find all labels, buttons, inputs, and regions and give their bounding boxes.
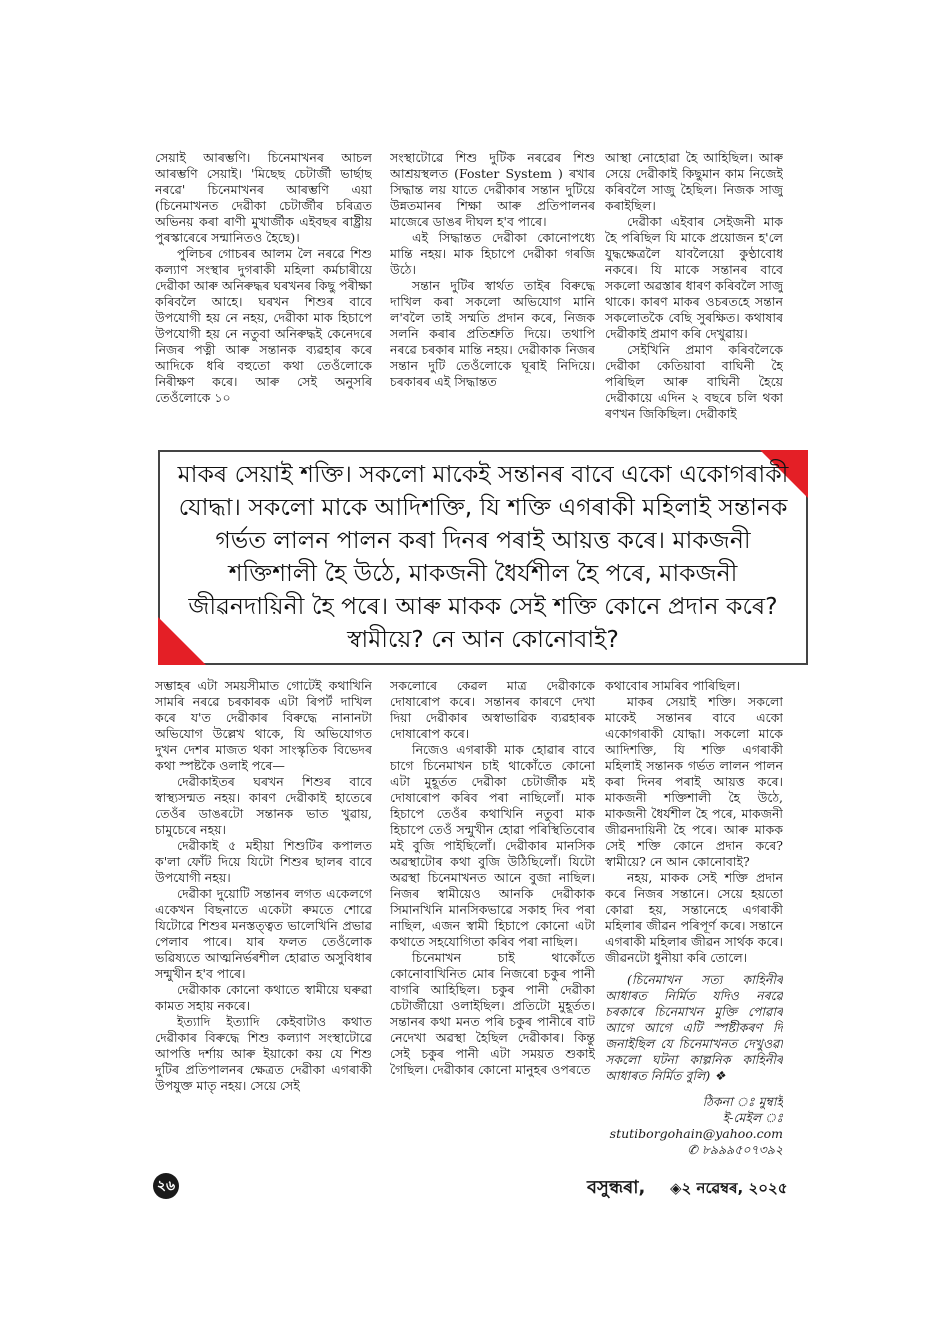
article-column-5 [390, 678, 595, 1178]
paragraph: দেৱীকাই ৫ মহীয়া শিশুটিৰ কপালত ক'লা ফোঁট দিয়ে যিটো শিশুৰ ছালৰ বাবে উপযোগী নহয়। [155, 838, 372, 885]
paragraph: নিজেও এগৰাকী মাক হোৱাৰ বাবে চাগে চিনেমাখন চাই থাকোঁতে কোনো এটা মুহূৰ্তত দেৱীকা চেটাৰ্জীক মই দোষাৰোপ কৰিব পৰা নাছিলোঁ। মাক হিচাপে তেওঁৰ কথাখিনি নতুবা মাক হিচাপে তেওঁ সন্মুখীন হোৱা পৰিস্থিতিবোৰ মই বুজি পাইছিলোঁ। দেৱীকাৰ মানসিক অৱস্থাটোৰ কথা বুজি উঠিছিলোঁ। যিটো অৱস্থা চিনেমাখনত আনে বুজা নাছিল। নিজৰ স্বামীয়েও আনকি দেৱীকাক সিমানখিনি মানসিকভাৱে সকাহ দিব পৰা নাছিল, এজন স্বামী হিচাপে কোনো এটা কথাতে সহযোগিতা কৰিব পৰা নাছিল। [390, 742, 595, 949]
paragraph: ইত্যাদি ইত্যাদি কেইবাটাও কথাত দেৱীকাৰ বিৰুদ্ধে শিশু কল্যাণ সংস্থাটোৱে আপত্তি দৰ্শায় আৰু ইয়াকো কয় যে শিশু দুটিৰ প্ৰতিপালনৰ ক্ষেত্ৰত দেৱীকা এগৰাকী উপযুক্ত মাতৃ নহয়। সেয়ে সেই [155, 1014, 372, 1093]
paragraph: সংস্থাটোৱে শিশু দুটিক নৰৱেৰ শিশু আশ্ৰয়স্থলত (Foster System ) ৰখাৰ সিদ্ধান্ত লয় যাতে দেৱীকাৰ সন্তান দুটিয়ে উন্নতমানৰ শিক্ষা আৰু প্ৰতিপালনৰ মাজেৰে ডাঙৰ দীঘল হ'ব পাৰে। [390, 150, 595, 229]
paragraph: কথাবোৰ সামৰিব পাৰিছিল। [605, 678, 741, 693]
paragraph: সেয়াই আৰম্ভণি। চিনেমাখনৰ আচল আৰম্ভণি সেয়াই। 'মিছেছ চেটাৰ্জী ভাৰ্ছাছ নৰৱে' চিনেমাখনৰ আৰম্ভণি এয়া (চিনেমাখনত দেৱীকা চেটাৰ্জীৰ চৰিত্ৰত অভিনয় কৰা ৰাণী মুখাৰ্জীক এইবছৰ ৰাষ্ট্ৰীয় পুৰস্কাৰেৰে সন্মানিতও হৈছে)। [155, 150, 372, 245]
paragraph: দেৱীকাক কোনো কথাতে স্বামীয়ে ঘৰুৱা কামত সহায় নকৰে। [155, 982, 372, 1013]
paragraph: সকলোৰে কেৱল মাত্ৰ দেৱীকাকে দোষাৰোপ কৰে। সন্তানৰ কাৰণে দেখা দিয়া দেৱীকাৰ অস্বাভাৱিক ব্যৱহাৰক দোষাৰোপ কৰে। [390, 678, 595, 741]
issue-date: ◈২ নৱেম্বৰ, ২০২৫ [670, 1179, 788, 1197]
article-column-6 [605, 678, 783, 1178]
author-address: ঠিকনা ঃ মুম্বাই [702, 1094, 783, 1109]
article-column-4 [155, 678, 372, 1178]
paragraph: দেৱীকা দুয়োটি সন্তানৰ লগত একেলগে একেখন বিছনাতে একেটা ৰুমতে শোৱে যিটোৱে শিশুৰ মনস্তত্ত্বত ভালেখিনি প্ৰভাৱ পেলাব পাৰে। যাৰ ফলত তেওঁলোক ভৱিষ্যতে আত্মনিৰ্ভৰশীল হোৱাত অসুবিধাৰ সন্মুখীন হ'ব পাৰে। [155, 886, 372, 981]
pull-quote-box [158, 450, 808, 665]
paragraph: সম্ভাহৰ এটা সময়সীমাত গোটেই কথাখিনি সামৰি নৰৱে চৰকাৰক এটা ৰিপৰ্ট দাখিল কৰে য'ত দেৱীকাৰ বিৰুদ্ধে নানানটা অভিযোগ উল্লেখ থাকে, যি অভিযোগত দুখন দেশৰ মাজত থকা সাংস্কৃতিক বিভেদৰ কথা স্পষ্টকৈ ওলাই পৰে— [155, 678, 372, 773]
paragraph: সন্তান দুটিৰ স্বাৰ্থত তাইৰ বিৰুদ্ধে দাখিল কৰা সকলো অভিযোগ মানি ল'বলৈ তাই সম্মতি প্ৰদান কৰে, নিজক সলনি কৰাৰ প্ৰতিশ্ৰুতি দিয়ে। তথাপি নৰৱে চৰকাৰ মান্তি নহয়। দেৱীকাক নিজৰ সন্তান দুটি তেওঁলোকে ঘূৰাই নিদিয়ে। চৰকাৰৰ এই সিদ্ধান্তত [390, 278, 595, 389]
paragraph: দেৱীকাইতৰ ঘৰখন শিশুৰ বাবে স্বাস্থ্যসন্মত নহয়। কাৰণ দেৱীকাই হাতেৰে তেওঁৰ ডাঙৰটো সন্তানক ভাত খুৱায়, চামুচেৰে নহয়। [155, 774, 372, 837]
paragraph: এই সিদ্ধান্তত দেৱীকা কোনোপধ্যে মান্তি নহয়। মাক হিচাপে দেৱীকা গৰজি উঠে। [390, 230, 595, 277]
article-column-3 [605, 150, 783, 450]
paragraph: মাকৰ সেয়াই শক্তি। সকলো মাকেই সন্তানৰ বাবে একো একোগৰাকী যোদ্ধা। সকলো মাকে আদিশক্তি, যি শক্তি এগৰাকী মহিলাই সন্তানক গৰ্ভত লালন পালন কৰা দিনৰ পৰাই আয়ত্ত কৰে। মাকজনী শক্তিশালী হৈ উঠে, মাকজনী ধৈৰ্যশীল হৈ পৰে, মাকজনী জীৱনদায়িনী হৈ পৰে। আৰু মাকক সেই শক্তি কোনে প্ৰদান কৰে? স্বামীয়ে? নে আন কোনোবাই? [605, 694, 783, 869]
pull-quote-text: মাকৰ সেয়াই শক্তি। সকলো মাকেই সন্তানৰ বাবে একো একোগৰাকী যোদ্ধা। সকলো মাকে আদিশক্তি, যি শক্তি এগৰাকী মহিলাই সন্তানক গৰ্ভত লালন পালন কৰা দিনৰ পৰাই আয়ত্ত কৰে। মাকজনী শক্তিশালী হৈ উঠে, মাকজনী ধৈৰ্যশীল হৈ পৰে, মাকজনী জীৱনদায়িনী হৈ পৰে। আৰু মাকক সেই শক্তি কোনে প্ৰদান কৰে? স্বামীয়ে? নে আন কোনোবাই? [177, 460, 789, 653]
disclaimer-note: (চিনেমাখন সত্য কাহিনীৰ আধাৰত নিৰ্মিত যদিও নৰৱে চৰকাৰে চিনেমাখন মুক্তি পোৱাৰ আগে আগে এটি স্পষ্টীকৰণ দি জনাইছিল যে চিনেমাখনত দেখুওৱা সকলো ঘটনা কাল্পনিক কাহিনীৰ আধাৰত নিৰ্মিত বুলি) ❖ [605, 972, 783, 1083]
magazine-name: বসুন্ধৰা, [587, 1177, 646, 1198]
paragraph: চিনেমাখন চাই থাকোঁতে কোনোবাখিনিত মোৰ নিজৰো চকুৰ পানী বাগৰি আহিছিল। চকুৰ পানী দেৱীকা চেটাৰ্জীয়ো ওলাইছিল। প্ৰতিটো মুহূৰ্তত। সন্তানৰ কথা মনত পৰি চকুৰ পানীৰে বাট নেদেখা অৱস্থা হৈছিল দেৱীকাৰ। কিন্তু সেই চকুৰ পানী এটা সময়ত শুকাই গৈছিল। দেৱীকাৰ কোনো মানুহৰ ওপৰতে [390, 950, 595, 1077]
article-column-2 [390, 150, 595, 450]
author-email: stutiborgohain@yahoo.com [609, 1126, 783, 1141]
paragraph: দেৱীকা এইবাৰ সেইজনী মাক হৈ পৰিছিল যি মাকে প্ৰয়োজন হ'লে যুদ্ধক্ষেত্ৰলৈ যাবলৈয়ো কুণ্ঠাবোধ নকৰে। যি মাকে সন্তানৰ বাবে সকলো অৱস্তাৰ ধাৰণ কৰিবলৈ সাজু থাকে। কাৰণ মাকৰ ওচৰতহে সন্তান সকলোতকৈ বেছি সুৰক্ষিত। কথাষাৰ দেৱীকাই প্ৰমাণ কৰি দেখুৱায়। [605, 214, 783, 341]
paragraph: পুলিচৰ গোচৰৰ আলম লৈ নৰৱে শিশু কল্যাণ সংস্থাৰ দুগৰাকী মহিলা কৰ্মচাৰীয়ে দেৱীকা আৰু অনিৰুদ্ধৰ ঘৰখনৰ কিছু পৰীক্ষা কৰিবলৈ আহে। ঘৰখন শিশুৰ বাবে উপযোগী হয় নে নহয়, দেৱীকা মাক হিচাপে উপযোগী হয় নে নতুবা অনিৰুদ্ধই কেনেদৰে নিজৰ পত্নী আৰু সন্তানক ব্যৱহাৰ কৰে আদিকে ধৰি বহুতো কথা তেওঁলোকে নিৰীক্ষণ কৰে। আৰু সেই অনুসৰি তেওঁলোকে ১০ [155, 246, 372, 405]
paragraph: সেইখিনি প্ৰমাণ কৰিবলৈকে দেৱীকা কেতিয়াবা বাঘিনী হৈ পৰিছিল আৰু বাঘিনী হৈয়ে দেৱীকায়ে এদিন ২ বছৰে চলি থকা ৰণখন জিকিছিল। দেৱীকাই [605, 342, 783, 421]
paragraph: আস্থা নোহোৱা হৈ আহিছিল। আৰু সেয়ে দেৱীকাই কিছুমান কাম নিজেই কৰিবলৈ সাজু হৈছিল। নিজক সাজু কৰাইছিল। [605, 150, 783, 213]
paragraph: নহয়, মাকক সেই শক্তি প্ৰদান কৰে নিজৰ সন্তানে। সেয়ে হয়তো কোৱা হয়, সন্তানেহে এগৰাকী মহিলাৰ জীৱন পৰিপূৰ্ণ কৰে। সন্তানে এগৰাকী মহিলাৰ জীৱন সাৰ্থক কৰে। জীৱনটো ধুনীয়া কৰি তোলে। [605, 870, 783, 965]
page-number-badge: ২৬ [153, 1173, 179, 1199]
author-phone: ✆ ৮৯৯৯৫০৭৩৯২ [687, 1142, 783, 1157]
author-email-label: ই-মেইল ঃ [722, 1110, 783, 1125]
article-column-1 [155, 150, 372, 450]
